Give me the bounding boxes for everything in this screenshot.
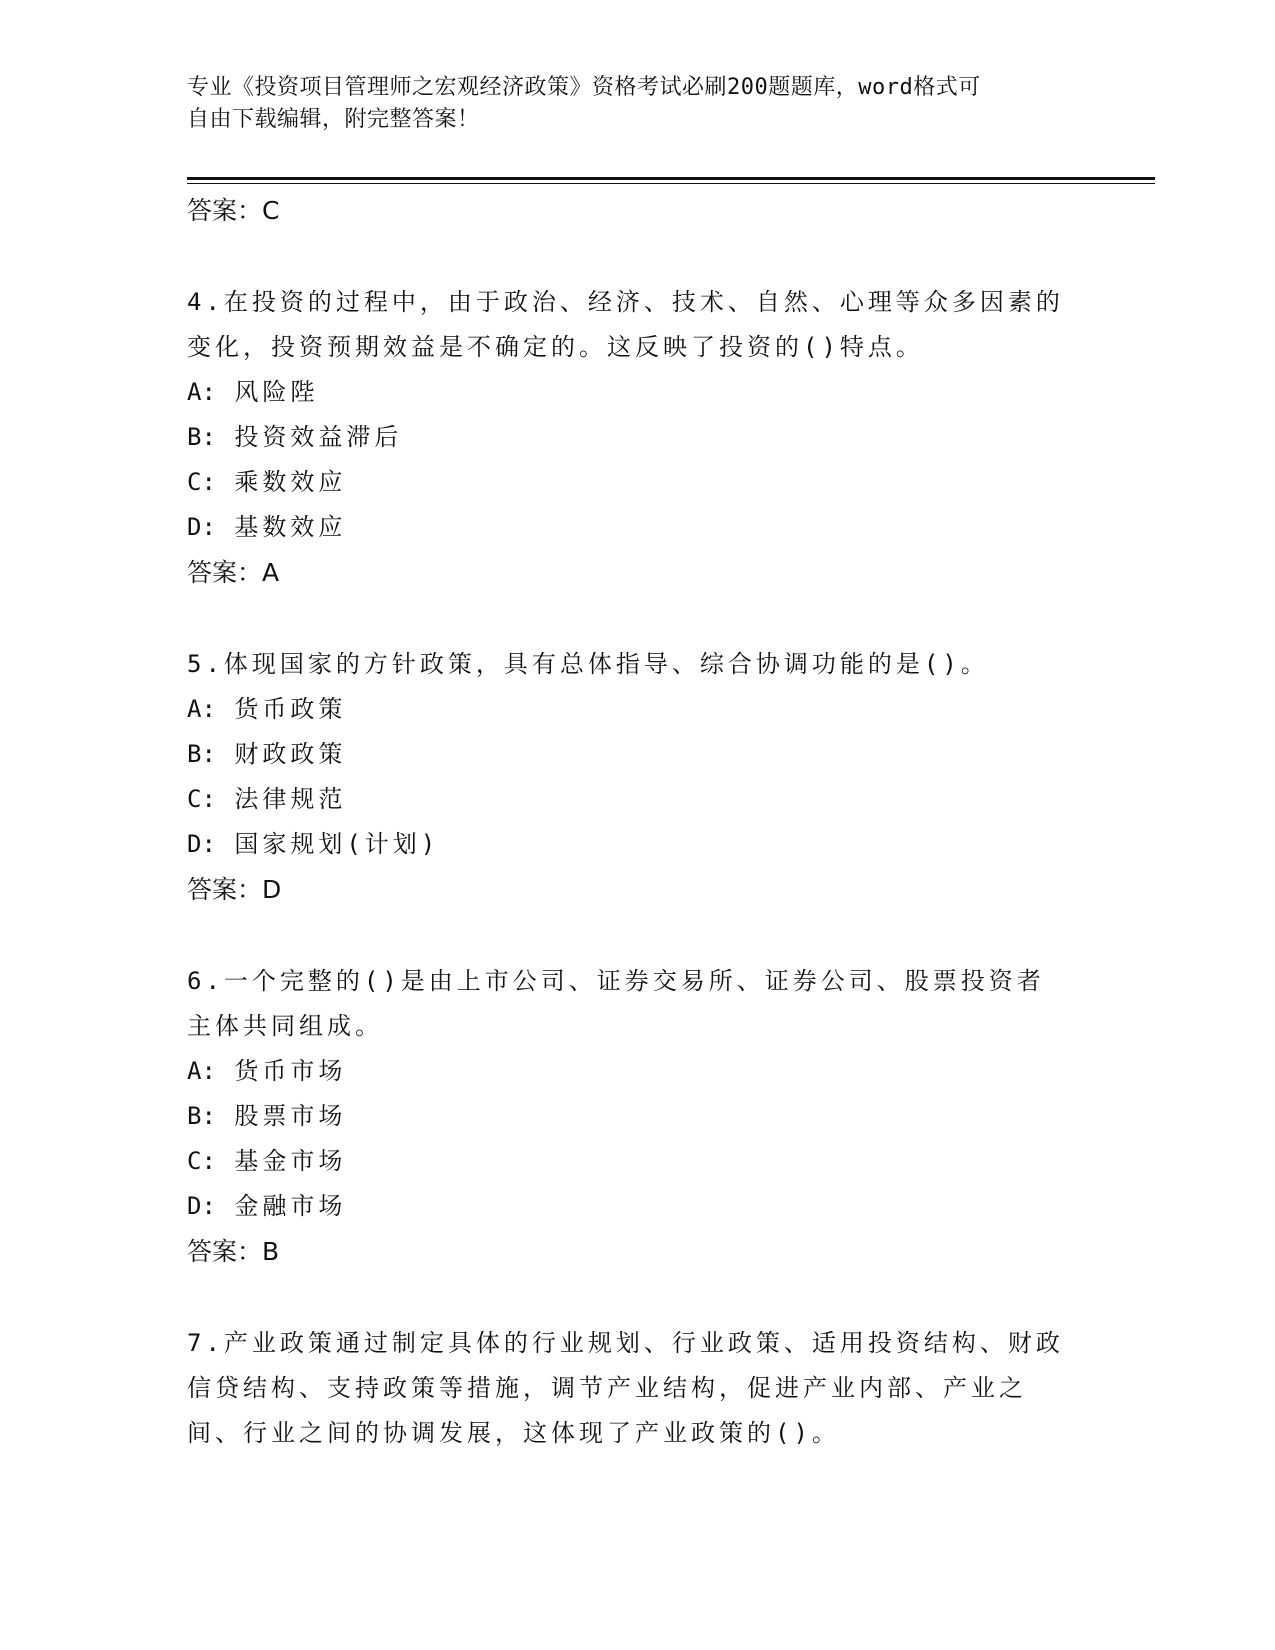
question-item bbox=[187, 959, 1067, 1275]
question-list bbox=[187, 188, 1067, 1456]
question-item bbox=[187, 642, 1067, 913]
option-b: B: 投资效益滞后 bbox=[187, 423, 403, 451]
option-b: B: 财政政策 bbox=[187, 740, 347, 768]
answer-line: 答案：C bbox=[187, 196, 280, 225]
header-rule-thick bbox=[187, 177, 1155, 180]
question-text: 5.体现国家的方针政策，具有总体指导、综合协调功能的是()。 bbox=[187, 650, 989, 678]
document-header bbox=[187, 72, 1067, 136]
header-rule-thin bbox=[187, 183, 1155, 184]
option-d: D: 国家规划(计划) bbox=[187, 830, 440, 858]
question-text: 6.一个完整的()是由上市公司、证券交易所、证券公司、股票投资者主体共同组成。 bbox=[187, 967, 1045, 1040]
option-a: A: 风险陛 bbox=[187, 378, 319, 406]
option-d: D: 基数效应 bbox=[187, 513, 347, 541]
question-item bbox=[187, 1321, 1067, 1456]
option-d: D: 金融市场 bbox=[187, 1192, 347, 1220]
header-line-2: 自由下载编辑，附完整答案！ bbox=[187, 107, 480, 132]
answer-line: 答案：A bbox=[187, 558, 280, 587]
question-text: 7.产业政策通过制定具体的行业规划、行业政策、适用投资结构、财政信贷结构、支持政策等措施，调节产业结构，促进产业内部、产业之间、行业之间的协调发展，这体现了产业政策的()。 bbox=[187, 1329, 1064, 1447]
question-item bbox=[187, 280, 1067, 596]
option-c: C: 乘数效应 bbox=[187, 468, 347, 496]
option-a: A: 货币政策 bbox=[187, 695, 347, 723]
question-text: 4.在投资的过程中，由于政治、经济、技术、自然、心理等众多因素的变化，投资预期效益是不确定的。这反映了投资的()特点。 bbox=[187, 288, 1064, 361]
option-b: B: 股票市场 bbox=[187, 1102, 347, 1130]
answer-line: 答案：B bbox=[187, 1237, 280, 1266]
option-c: C: 法律规范 bbox=[187, 785, 347, 813]
header-line-1: 专业《投资项目管理师之宏观经济政策》资格考试必刷200题题库，word格式可 bbox=[187, 75, 981, 100]
option-a: A: 货币市场 bbox=[187, 1057, 347, 1085]
answer-line: 答案：D bbox=[187, 875, 282, 904]
option-c: C: 基金市场 bbox=[187, 1147, 347, 1175]
